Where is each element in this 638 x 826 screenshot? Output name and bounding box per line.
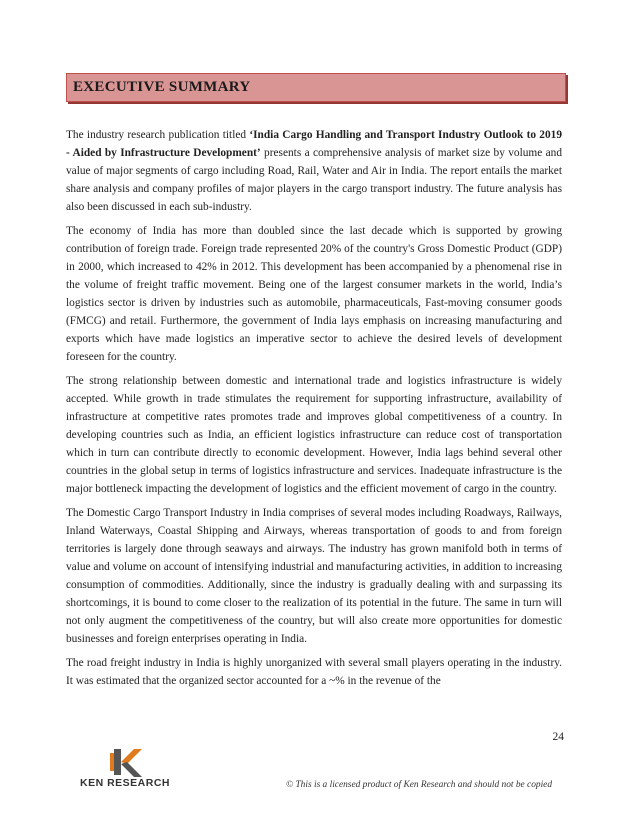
section-title: EXECUTIVE SUMMARY	[73, 79, 251, 95]
paragraph-1-intro: The industry research publication titled	[66, 129, 250, 141]
paragraph-5: The road freight industry in India is highly unorganized with several small players operating in the industry. It was estimated that the organized sector accounted for a ~% in the revenue of the	[66, 657, 562, 687]
paragraph-3: The strong relationship between domestic and international trade and logistics infrastructure is widely accepted. While growth in trade stimulates the requirement for supporting infrastructure, availability of infrastructure at competitive rates promotes trade and improves global competitiveness of a country. In developing countries such as India, an efficient logistics infrastructure can reduce cost of transportation which in turn can contribute directly to economic development. However, India lags behind several other countries in the global setup in terms of logistics infrastructure and services. Inadequate infrastructure is the major bottleneck impacting the development of logistics and the efficient movement of cargo in the country.	[66, 375, 562, 495]
paragraph-1-rest: presents a comprehensive analysis of market size by volume and value of major segments of cargo including Road, Rail, Water and Air in India. The report entails the market share analysis and company profiles of major players in the cargo transport industry. The future analysis has also been discussed in each sub-industry.	[66, 147, 562, 213]
logo-text: KEN RESEARCH	[80, 777, 171, 789]
paragraph-2: The economy of India has more than doubled since the last decade which is supported by growing contribution of foreign trade. Foreign trade represented 20% of the country's Gross Domestic Product (GDP) in 2000, which increased to 42% in 2012. This development has been accompanied by a phenomenal rise in the volume of freight traffic movement. Being one of the largest consumer markets in the world, India’s logistics sector is driven by industries such as automobile, pharmaceuticals, Fast-moving consumer goods (FMCG) and retail. Furthermore, the government of India lays emphasis on increasing manufacturing and exports which have made logistics an imperative sector to achieve the desired levels of development foreseen for the country.	[66, 225, 562, 363]
body-text	[66, 126, 562, 696]
report-title: ‘India Cargo Handling and Transport Industry Outlook to 2019 - Aided by Infrastructure Development’	[66, 129, 562, 159]
page-number: 24	[552, 731, 564, 743]
paragraph-1	[66, 126, 562, 216]
copyright-notice: © This is a licensed product of Ken Research and should not be copied	[286, 780, 553, 790]
section-header	[66, 73, 566, 102]
paragraph-4: The Domestic Cargo Transport Industry in India comprises of several modes including Roadways, Railways, Inland Waterways, Coastal Shipping and Airways, whereas transportation of goods to and from foreign territories is largely done through seaways and airways. The industry has grown manifold both in terms of value and volume on account of intensifying industrial and manufacturing activities, in addition to increasing consumption of commodities. Additionally, since the industry is gradually dealing with and surpassing its shortcomings, it is bound to come closer to the realization of its potential in the future. The same in turn will not only augment the competitiveness of the country, but will also create more opportunities for domestic businesses and foreign enterprises operating in India.	[66, 507, 562, 645]
